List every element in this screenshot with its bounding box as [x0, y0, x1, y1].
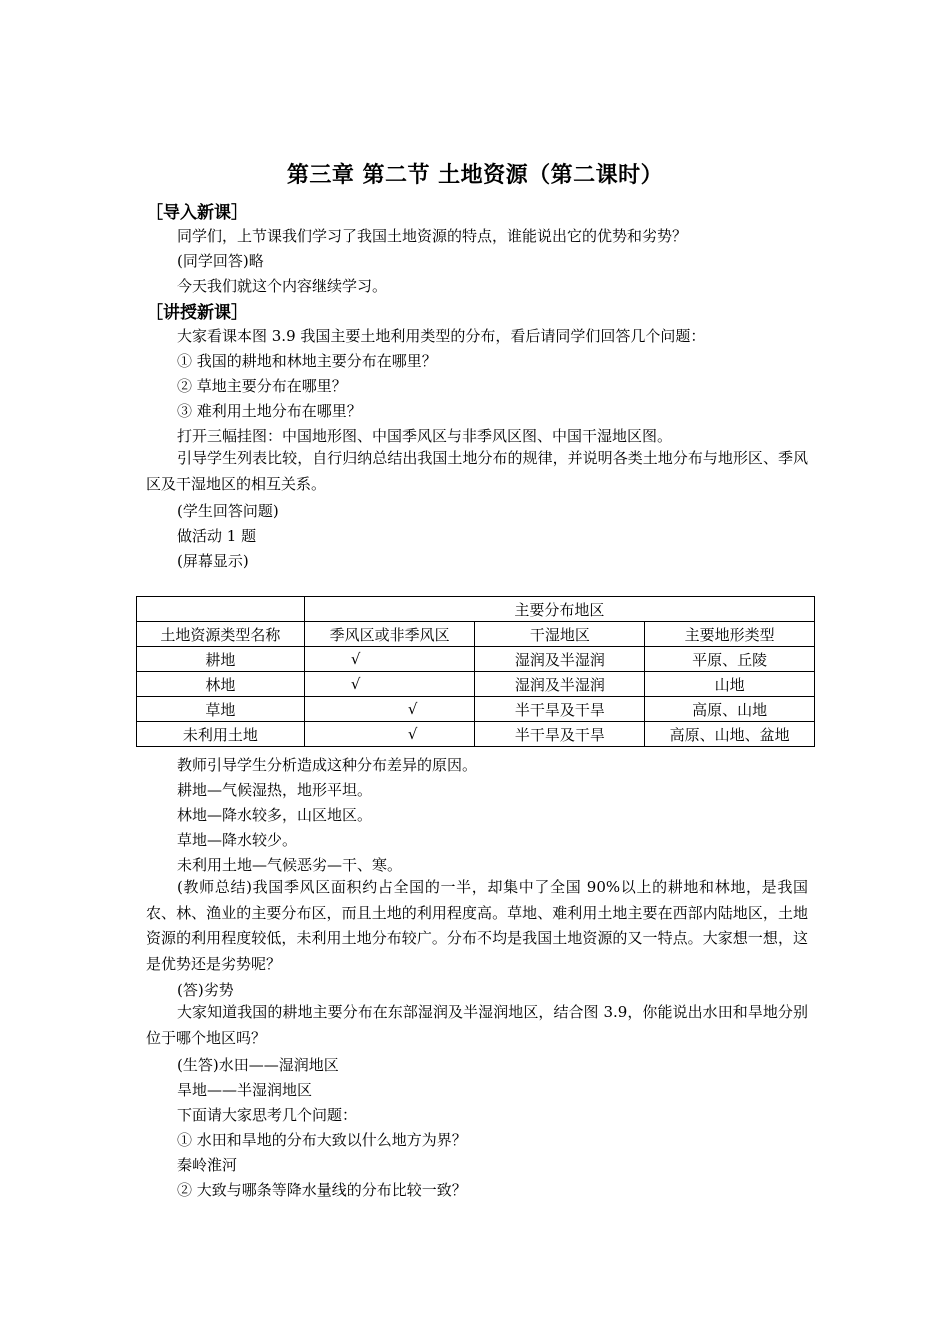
table-cell-terrain: 高原、山地 — [645, 697, 815, 722]
question-item: ③ 难利用土地分布在哪里？ — [177, 402, 362, 420]
table-cell-wet: 湿润及半湿润 — [475, 647, 645, 672]
table-cell-type: 耕地 — [137, 647, 305, 672]
section-heading-teach: ［讲授新课］ — [146, 303, 248, 323]
paragraph: 秦岭淮河 — [177, 1156, 238, 1174]
table-cell-zone — [304, 672, 475, 697]
table-header-row — [137, 622, 815, 647]
check-mark: √ — [407, 700, 418, 718]
table-cell-zone — [304, 722, 475, 747]
table-cell-zone — [304, 697, 475, 722]
paragraph: (同学回答)略 — [177, 252, 264, 270]
summary-paragraph: (教师总结)我国季风区面积约占全国的一半，却集中了全国 90%以上的耕地和林地，是我国农、林、渔业的主要分布区，而且土地的利用程度高。草地、难利用土地主要在西部内陆地区，土地资源的利用程度较低，未利用土地分布较广。分布不均是我国土地资源的又一特点。大家想一想，这是优势还是劣势呢？ — [146, 878, 808, 973]
paragraph: 旱地——半湿润地区 — [177, 1081, 313, 1099]
table-cell-terrain: 高原、山地、盆地 — [645, 722, 815, 747]
paragraph: 耕地—气候湿热，地形平坦。 — [177, 781, 373, 799]
table-cell-wet: 半干旱及干旱 — [475, 697, 645, 722]
paragraph: (生答)水田——湿润地区 — [177, 1056, 339, 1074]
question-item: ① 水田和旱地的分布大致以什么地方为界？ — [177, 1131, 467, 1149]
table-cell-type: 未利用土地 — [137, 722, 305, 747]
question-item: ① 我国的耕地和林地主要分布在哪里？ — [177, 352, 437, 370]
table-cell-type: 林地 — [137, 672, 305, 697]
paragraph: 下面请大家思考几个问题： — [177, 1106, 358, 1124]
table-row — [137, 647, 815, 672]
table-row — [137, 672, 815, 697]
paragraph: 今天我们就这个内容继续学习。 — [177, 277, 388, 295]
table-cell-type: 草地 — [137, 697, 305, 722]
section-heading-intro: ［导入新课］ — [146, 203, 248, 223]
paragraph: (学生回答问题) — [177, 502, 279, 520]
paragraph: 林地—降水较多，山区地区。 — [177, 806, 373, 824]
paragraph: 草地—降水较少。 — [177, 831, 298, 849]
table-header-cell: 季风区或非季风区 — [304, 622, 475, 647]
paragraph: 同学们，上节课我们学习了我国土地资源的特点，谁能说出它的优势和劣势？ — [177, 227, 688, 245]
land-distribution-table — [136, 596, 815, 747]
paragraph: (答)劣势 — [177, 981, 234, 999]
paragraph: 未利用土地—气候恶劣—干、寒。 — [177, 856, 403, 874]
guide-paragraph: 引导学生列表比较，自行归纳总结出我国土地分布的规律，并说明各类土地分布与地形区、季风区及干湿地区的相互关系。 — [146, 449, 808, 493]
check-mark: √ — [350, 650, 361, 668]
table-cell-zone — [304, 647, 475, 672]
paragraph: 教师引导学生分析造成这种分布差异的原因。 — [177, 756, 478, 774]
table-row — [137, 722, 815, 747]
table-row — [137, 697, 815, 722]
table-header-cell: 干湿地区 — [475, 622, 645, 647]
table-header-row — [137, 597, 815, 622]
check-mark: √ — [350, 675, 361, 693]
question-paragraph: 大家知道我国的耕地主要分布在东部湿润及半湿润地区，结合图 3.9，你能说出水田和旱地分别位于哪个地区吗？ — [146, 1003, 808, 1047]
table-group-header: 主要分布地区 — [304, 597, 814, 622]
page-title: 第三章 第二节 土地资源（第二课时） — [286, 162, 664, 188]
paragraph: 大家看课本图 3.9 我国主要土地利用类型的分布，看后请同学们回答几个问题： — [177, 327, 706, 345]
table-cell-empty — [137, 597, 305, 622]
table-cell-terrain: 平原、丘陵 — [645, 647, 815, 672]
table-header-cell: 主要地形类型 — [645, 622, 815, 647]
check-mark: √ — [407, 725, 418, 743]
paragraph: 做活动 1 题 — [177, 527, 257, 545]
paragraph: 打开三幅挂图：中国地形图、中国季风区与非季风区图、中国干湿地区图。 — [177, 427, 673, 445]
table-cell-wet: 湿润及半湿润 — [475, 672, 645, 697]
table-cell-terrain: 山地 — [645, 672, 815, 697]
question-item: ② 草地主要分布在哪里？ — [177, 377, 347, 395]
paragraph: (屏幕显示) — [177, 552, 249, 570]
table-header-cell: 土地资源类型名称 — [137, 622, 305, 647]
question-item: ② 大致与哪条等降水量线的分布比较一致？ — [177, 1181, 467, 1199]
table-cell-wet: 半干旱及干旱 — [475, 722, 645, 747]
